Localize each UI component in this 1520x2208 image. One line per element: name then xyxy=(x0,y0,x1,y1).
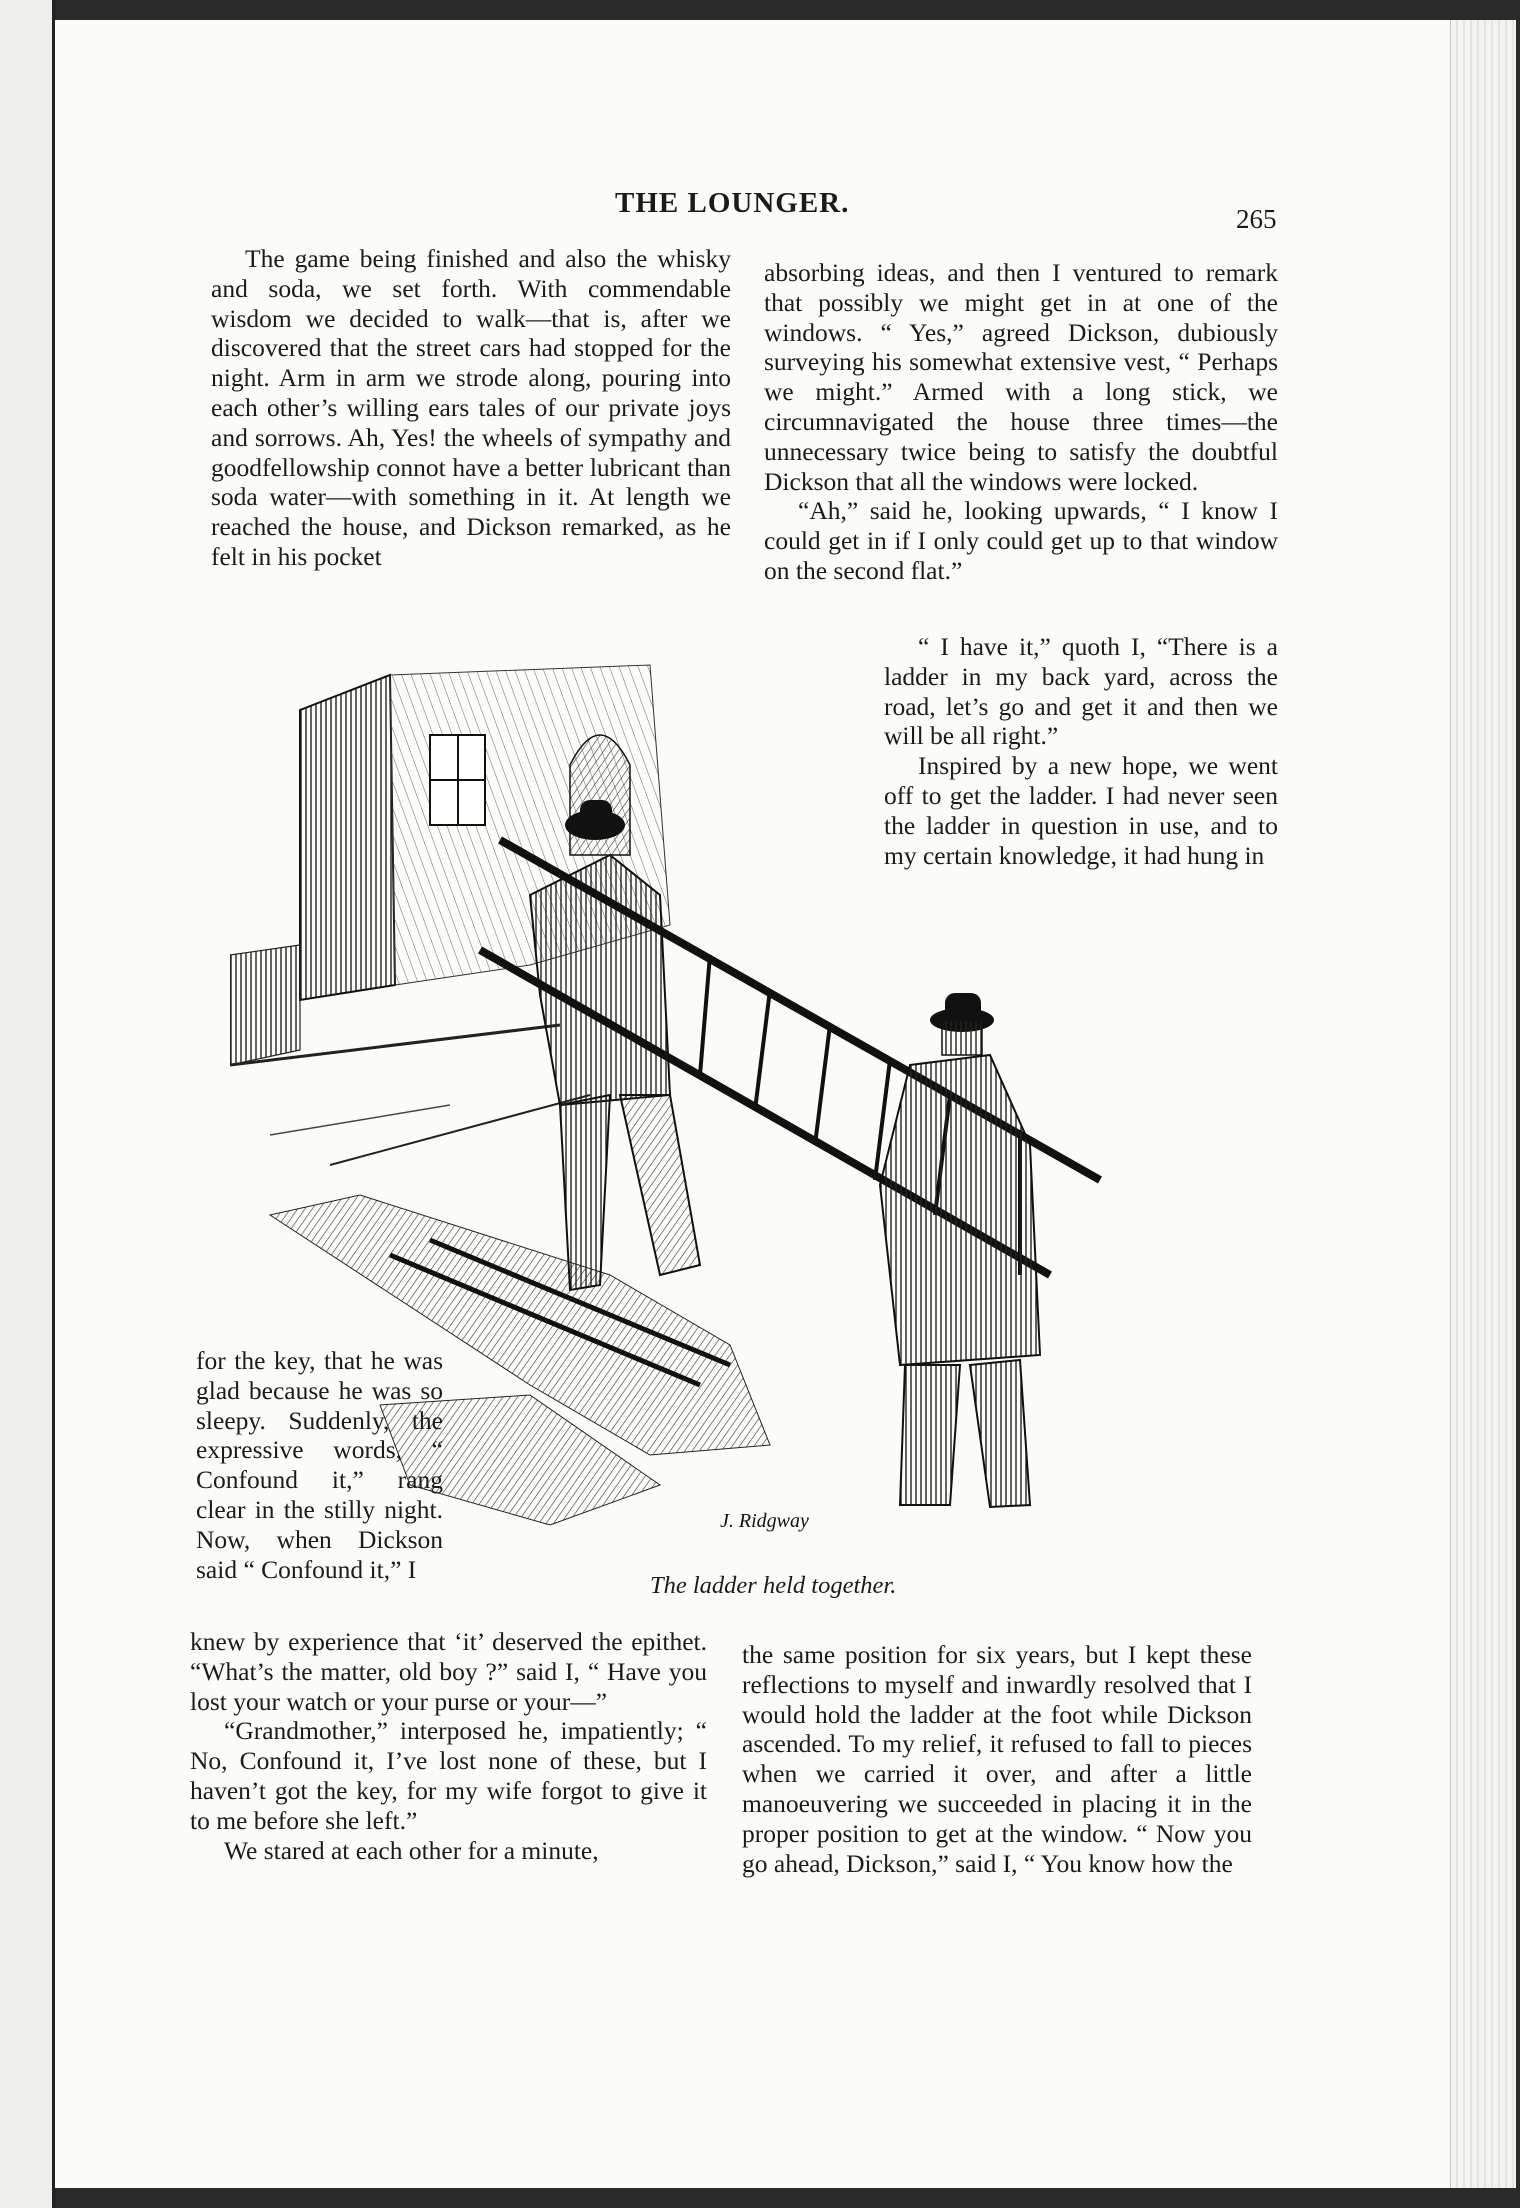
paragraph: “Ah,” said he, looking upwards, “ I know I could get in if I only could get up to that window on the second flat.” xyxy=(764,496,1278,585)
column-right-bottom xyxy=(742,1640,1252,1878)
paragraph: “ I have it,” quoth I, “There is a ladder in my back yard, across the road, let’s go and get it and then we will be all right.” xyxy=(884,632,1278,751)
artist-signature: J. Ridgway xyxy=(720,1510,809,1532)
page-number: 265 xyxy=(1236,204,1277,234)
paragraph: for the key, that he was glad because he was so sleepy. Suddenly, the expressive words, “ Confound it,” rang clear in the stilly night. Now, when Dickson said “ Confound it,” I xyxy=(196,1346,443,1584)
paragraph: We stared at each other for a minute, xyxy=(224,1835,599,1865)
paragraph: “Grandmother,” interposed he, impatiently; “ No, Confound it, I’ve lost none of these, but I haven’t got the key, for my wife forgot to give it to me before she left.” xyxy=(190,1716,707,1835)
figure-caption: The ladder held together. xyxy=(650,1572,897,1599)
column-left-wrap xyxy=(196,1346,443,1584)
paragraph: knew by experience that ‘it’ deserved the epithet. “What’s the matter, old boy ?” said I, “ Have you lost your watch or your purse or your—” xyxy=(190,1627,707,1716)
column-right-top xyxy=(764,258,1278,586)
paragraph: absorbing ideas, and then I ventured to remark that possibly we might get in at one of the windows. “ Yes,” agreed Dickson, dubiously surveying his somewhat extensive vest, “ Perhaps we might.” Armed with a long stick, we circumnavigated the house three times—the unnecessary twice being to satisfy the doubtful Dickson that all the windows were locked. xyxy=(764,258,1278,496)
paragraph: the same position for six years, but I kept these reflections to myself and inwardly resolved that I would hold the ladder at the foot while Dickson ascended. To my relief, it refused to fall to pieces when we carried it over, and after a little manoeuvering we succeeded in placing it in the proper position to get at the window. “ Now you go ahead, Dickson,” said I, “ You know how the xyxy=(742,1640,1252,1878)
column-left-top xyxy=(211,244,731,572)
left-page-edge xyxy=(0,0,55,2208)
page-stack-edges xyxy=(1450,20,1516,2188)
column-left-bottom xyxy=(190,1627,707,1865)
paragraph: The game being finished and also the whisky and soda, we set forth. With commendable wisdom we decided to walk—that is, after we discovered that the street cars had stopped for the night. Arm in arm we strode along, pouring into each other’s willing ears tales of our private joys and sorrows. Ah, Yes! the wheels of sympathy and goodfellowship connot have a better lubricant than soda water—with something in it. At length we reached the house, and Dickson remarked, as he felt in his pocket xyxy=(211,244,731,571)
paragraph: Inspired by a new hope, we went off to get the ladder. I had never seen the ladder in question in use, and to my certain knowledge, it had hung in xyxy=(884,751,1278,870)
running-head: THE LOUNGER. xyxy=(615,187,850,219)
